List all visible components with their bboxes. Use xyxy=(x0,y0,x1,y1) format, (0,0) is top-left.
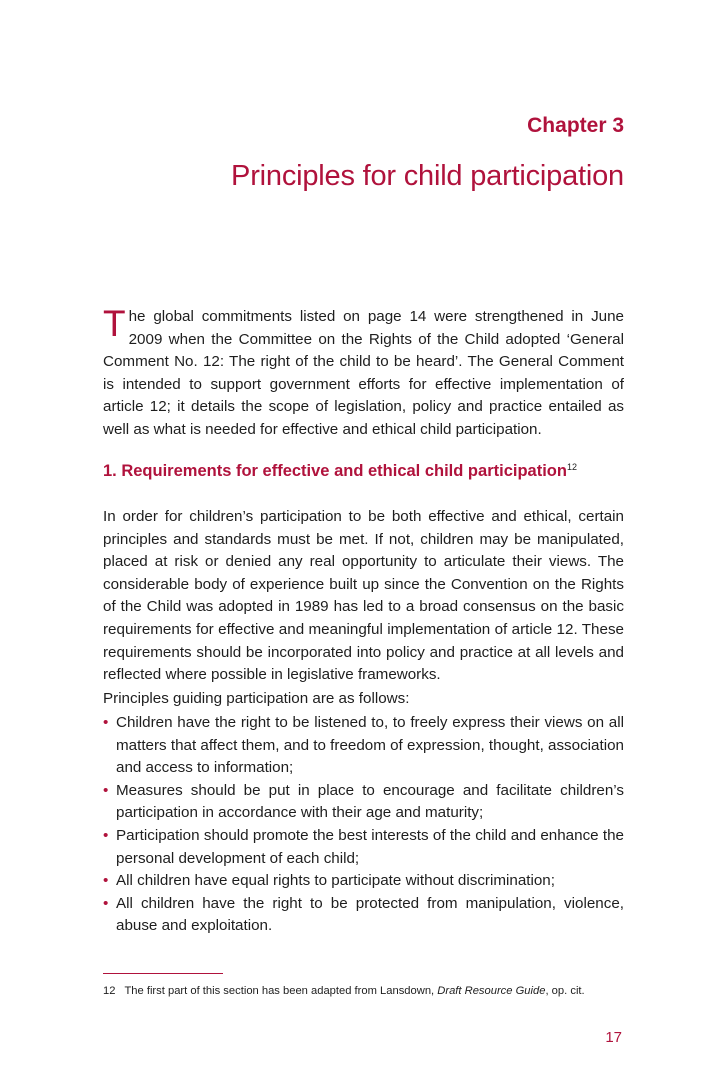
chapter-label: Chapter 3 xyxy=(527,114,624,137)
section-heading-text: 1. Requirements for effective and ethical child participation xyxy=(103,462,567,480)
bullet-icon: • xyxy=(103,894,109,912)
bullet-list-lead: Principles guiding participation are as follows: xyxy=(103,690,410,707)
list-item xyxy=(103,825,624,870)
intro-text: he global commitments listed on page 14 were strengthened in June 2009 when the Committee on the Rights of the Child adopted ‘General Comment No. 12: The right of the child to be heard’. The General Comment is intended to support government efforts for effective implementation of article 12; it details the scope of legislation, policy and practice entailed as well as what is needed for effective and ethical child participation. xyxy=(103,308,624,438)
intro-paragraph xyxy=(103,303,624,442)
footnote-divider xyxy=(103,973,223,974)
list-item xyxy=(103,712,624,780)
chapter-title: Principles for child participation xyxy=(231,160,624,192)
footnote-number: 12 xyxy=(103,985,116,997)
footnote-text-before: The first part of this section has been adapted from Lansdown, xyxy=(124,985,438,997)
list-item-text: All children have equal rights to participate without discrimination; xyxy=(116,872,555,890)
drop-cap: T xyxy=(103,303,126,344)
footnote-reference[interactable]: 12 xyxy=(566,462,577,472)
bullet-icon: • xyxy=(103,872,109,890)
footnote-italic-title: Draft Resource Guide xyxy=(437,985,546,997)
bullet-icon: • xyxy=(103,826,109,844)
list-item xyxy=(103,780,624,825)
list-item xyxy=(103,893,624,938)
list-item-text: Children have the right to be listened to, to freely express their views on all matters that affect them, and to freedom of expression, thought, association and access to information; xyxy=(116,714,624,777)
bullet-icon: • xyxy=(103,714,109,731)
list-item-text: All children have the right to be protected from manipulation, violence, abuse and exploitation. xyxy=(116,894,624,935)
bullet-icon: • xyxy=(103,781,109,799)
footnote xyxy=(103,985,585,997)
principles-list xyxy=(103,712,624,938)
section-paragraph: In order for children’s participation to be both effective and ethical, certain principles and standards must be met. If not, children may be manipulated, placed at risk or denied any real opportunity to articulate their views. The considerable body of experience built up since the Convention on the Rights of the Child was adopted in 1989 has led to a broad consensus on the basic requirements for effective and meaningful implementation of article 12. These requirements should be incorporated into policy and practice at all levels and reflected where possible in legislative frameworks. xyxy=(103,508,624,684)
list-item-text: Participation should promote the best interests of the child and enhance the personal development of each child; xyxy=(116,826,624,867)
list-item-text: Measures should be put in place to encourage and facilitate children’s participation in accordance with their age and maturity; xyxy=(116,781,624,822)
section-heading xyxy=(103,462,577,481)
list-item xyxy=(103,870,624,893)
page-number: 17 xyxy=(605,1029,622,1046)
footnote-text-after: , op. cit. xyxy=(545,985,585,997)
